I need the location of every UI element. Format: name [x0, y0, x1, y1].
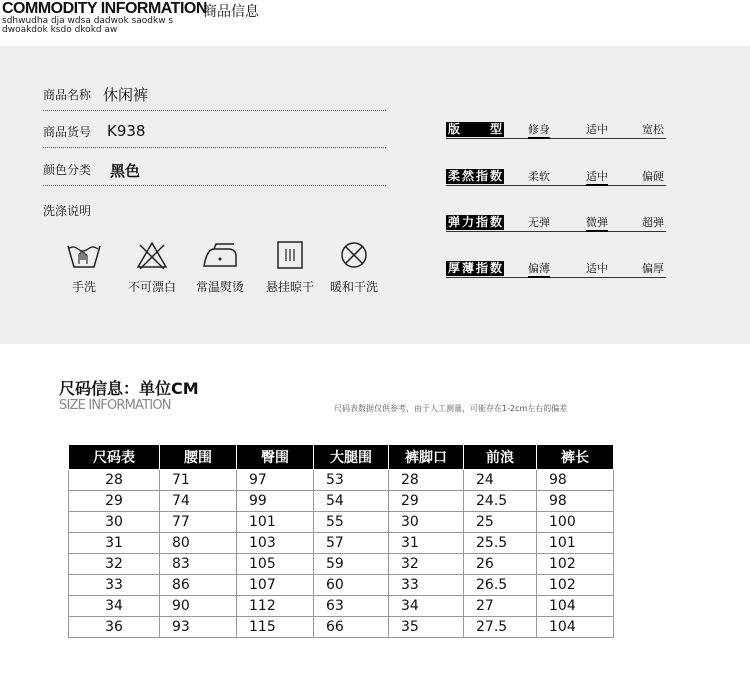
table-cell: 30 — [389, 512, 464, 533]
size-table-header-row — [69, 445, 614, 470]
table-cell: 105 — [237, 554, 314, 575]
table-cell: 63 — [314, 596, 389, 617]
table-cell: 32 — [69, 554, 160, 575]
no-bleach-icon — [132, 240, 172, 270]
table-cell: 80 — [160, 533, 237, 554]
table-cell: 30 — [69, 512, 160, 533]
size-info-note: 尺码表数据仅供参考，由于人工测量，可能存在1-2cm左右的偏差 — [334, 404, 568, 413]
attr-softness-option-1: 柔软 — [528, 170, 550, 183]
size-table-header: 臀围 — [237, 445, 314, 470]
table-row — [69, 512, 614, 533]
table-row — [69, 491, 614, 512]
field-divider — [43, 110, 386, 111]
table-cell: 100 — [537, 512, 614, 533]
attr-elasticity-label: 弹力指数 — [448, 215, 502, 229]
field-name-value: 休闲裤 — [103, 86, 149, 104]
table-cell: 36 — [69, 617, 160, 638]
size-table-header: 尺码表 — [69, 445, 160, 470]
table-cell: 55 — [314, 512, 389, 533]
table-cell: 98 — [537, 470, 614, 491]
size-table-header: 腰围 — [160, 445, 237, 470]
table-cell: 31 — [69, 533, 160, 554]
table-row — [69, 470, 614, 491]
table-cell: 71 — [160, 470, 237, 491]
iron-label: 常温熨烫 — [195, 280, 244, 294]
table-cell: 101 — [537, 533, 614, 554]
attr-elasticity-option-3: 超弹 — [642, 216, 664, 229]
table-cell: 31 — [389, 533, 464, 554]
table-cell: 101 — [237, 512, 314, 533]
attr-thickness-option-1: 偏薄 — [528, 261, 550, 278]
no-bleach-label: 不可漂白 — [127, 280, 176, 294]
table-cell: 29 — [69, 491, 160, 512]
field-divider — [43, 185, 386, 186]
table-cell: 25.5 — [464, 533, 537, 554]
table-cell: 104 — [537, 596, 614, 617]
size-info-title: 尺码信息：单位CM — [59, 379, 199, 398]
field-color-value: 黑色 — [110, 162, 141, 180]
table-cell: 26.5 — [464, 575, 537, 596]
table-cell: 27.5 — [464, 617, 537, 638]
hand-wash-label: 手洗 — [71, 280, 96, 294]
no-tumble-dry-icon — [334, 240, 374, 270]
size-table — [68, 444, 614, 638]
table-cell: 29 — [389, 491, 464, 512]
table-cell: 57 — [314, 533, 389, 554]
table-cell: 54 — [314, 491, 389, 512]
table-cell: 90 — [160, 596, 237, 617]
commodity-title: COMMODITY INFORMATION — [2, 0, 207, 17]
table-cell: 34 — [389, 596, 464, 617]
table-cell: 26 — [464, 554, 537, 575]
table-cell: 98 — [537, 491, 614, 512]
table-cell: 24.5 — [464, 491, 537, 512]
size-table-header: 大腿围 — [314, 445, 389, 470]
attr-softness-label: 柔然指数 — [448, 169, 502, 183]
table-cell: 28 — [69, 470, 160, 491]
attr-elasticity-option-1: 无弹 — [528, 216, 550, 229]
field-sku-label: 商品货号 — [43, 125, 92, 139]
hang-dry-icon — [270, 240, 310, 270]
attr-thickness-option-2: 适中 — [586, 262, 608, 275]
hand-wash-icon — [64, 240, 104, 270]
table-cell: 77 — [160, 512, 237, 533]
size-table-header: 裤脚口 — [389, 445, 464, 470]
attr-softness-option-2: 适中 — [586, 169, 608, 186]
table-cell: 102 — [537, 575, 614, 596]
attr-fit-option-3: 宽松 — [642, 123, 664, 136]
table-cell: 33 — [389, 575, 464, 596]
table-row — [69, 533, 614, 554]
header-subtext — [2, 17, 173, 35]
table-cell: 27 — [464, 596, 537, 617]
table-cell: 24 — [464, 470, 537, 491]
table-cell: 60 — [314, 575, 389, 596]
header-subtext-line-2: dwoakdok ksdo dkokd aw — [2, 25, 118, 35]
attr-fit-label: 版 型 — [448, 122, 502, 136]
iron-icon — [200, 240, 240, 270]
table-cell: 35 — [389, 617, 464, 638]
table-cell: 33 — [69, 575, 160, 596]
attr-elasticity-option-2: 微弹 — [586, 215, 608, 232]
table-cell: 25 — [464, 512, 537, 533]
size-info-title-en: SIZE INFORMATION — [59, 398, 171, 413]
attr-fit-option-2: 适中 — [586, 123, 608, 136]
product-info-panel — [0, 46, 750, 344]
table-cell: 104 — [537, 617, 614, 638]
field-name-label: 商品名称 — [43, 88, 92, 102]
attr-softness-option-3: 偏硬 — [642, 170, 664, 183]
table-cell: 99 — [237, 491, 314, 512]
table-cell: 53 — [314, 470, 389, 491]
table-cell: 59 — [314, 554, 389, 575]
table-row — [69, 575, 614, 596]
header-subtext-line-1: sdhwudha dja wdsa dadwok saodkw s — [2, 16, 174, 26]
field-sku-value: K938 — [107, 122, 146, 140]
attr-elasticity — [446, 215, 666, 232]
table-cell: 107 — [237, 575, 314, 596]
table-cell: 97 — [237, 470, 314, 491]
table-cell: 112 — [237, 596, 314, 617]
attr-softness — [446, 169, 666, 186]
table-cell: 66 — [314, 617, 389, 638]
table-row — [69, 554, 614, 575]
wash-label: 洗涤说明 — [43, 204, 92, 218]
table-cell: 115 — [237, 617, 314, 638]
table-cell: 74 — [160, 491, 237, 512]
table-cell: 28 — [389, 470, 464, 491]
field-divider — [43, 147, 386, 148]
no-tumble-dry-label: 暖和干洗 — [329, 280, 378, 294]
table-cell: 103 — [237, 533, 314, 554]
table-cell: 86 — [160, 575, 237, 596]
table-row — [69, 617, 614, 638]
field-color-label: 颜色分类 — [43, 163, 92, 177]
attr-thickness-label: 厚薄指数 — [448, 261, 502, 275]
hang-dry-label: 悬挂晾干 — [265, 280, 314, 294]
size-table-header: 裤长 — [537, 445, 614, 470]
attr-thickness — [446, 261, 666, 278]
table-cell: 102 — [537, 554, 614, 575]
table-cell: 32 — [389, 554, 464, 575]
table-cell: 34 — [69, 596, 160, 617]
table-cell: 83 — [160, 554, 237, 575]
size-table-header: 前浪 — [464, 445, 537, 470]
table-cell: 93 — [160, 617, 237, 638]
commodity-title-cn: 商品信息 — [203, 4, 259, 20]
attr-fit — [446, 122, 666, 139]
table-row — [69, 596, 614, 617]
attr-fit-option-1: 修身 — [528, 122, 550, 139]
attr-thickness-option-3: 偏厚 — [642, 262, 664, 275]
